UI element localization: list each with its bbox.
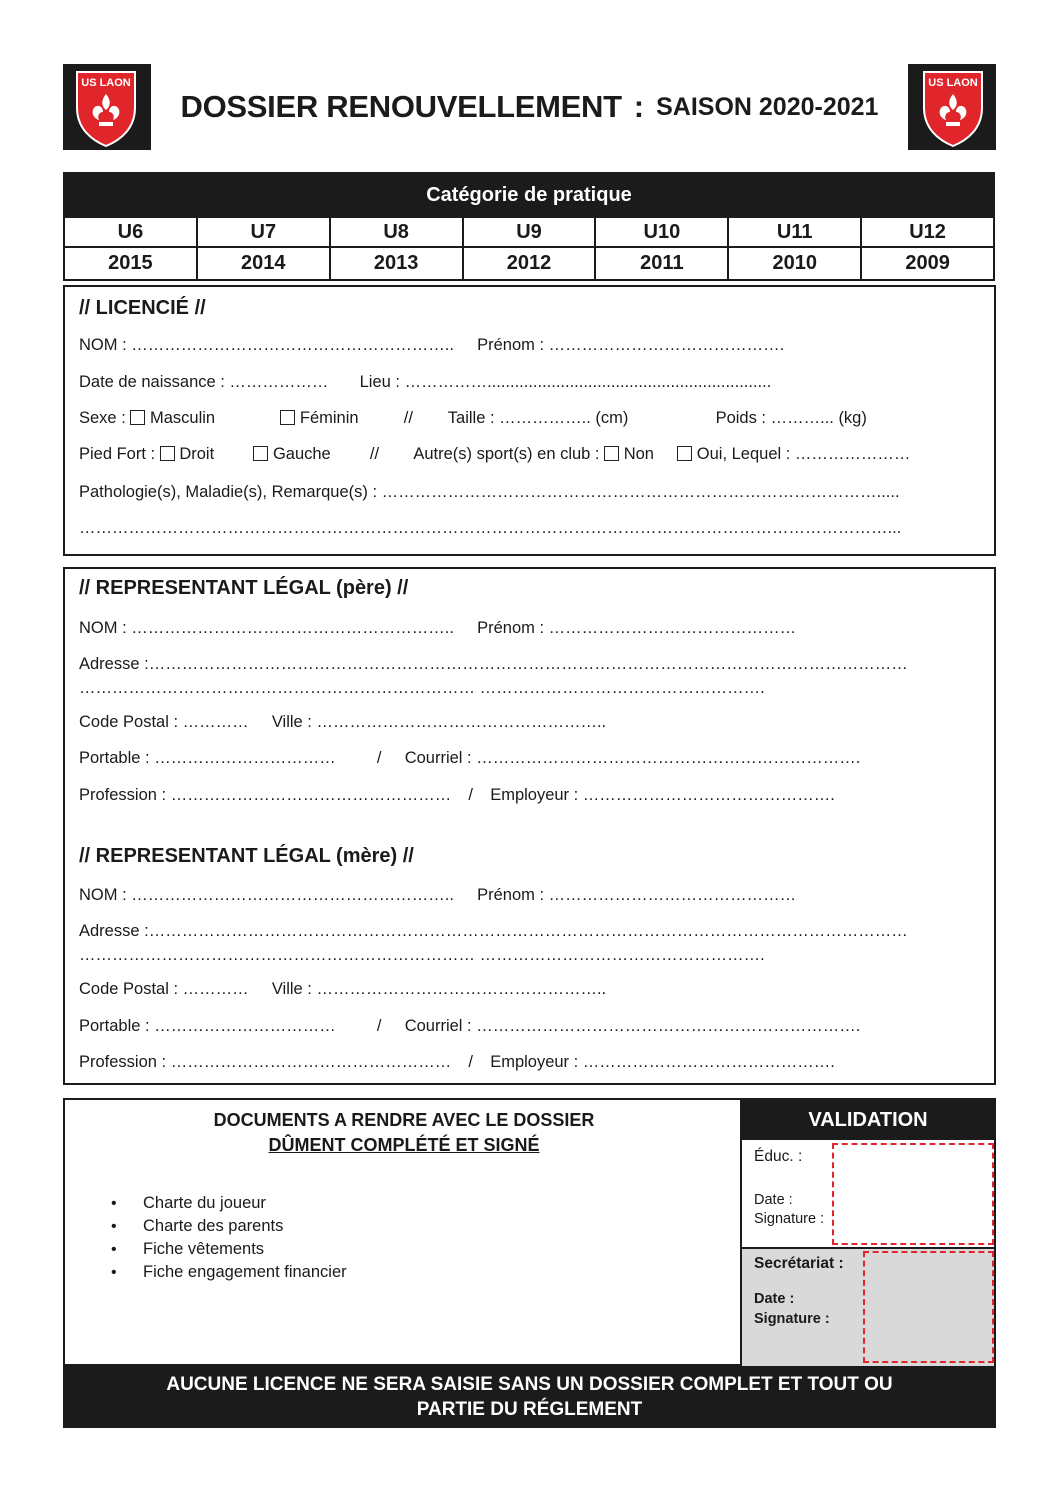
educ-date-label: Date : xyxy=(754,1192,793,1208)
droit-label: Droit xyxy=(179,445,215,463)
educ-signature-area[interactable] xyxy=(832,1143,994,1245)
year-cell: 2015 xyxy=(108,252,153,274)
category-cell[interactable]: U9 xyxy=(462,218,595,246)
list-item: • Charte du joueur xyxy=(111,1192,347,1215)
pied-fort-label: Pied Fort : xyxy=(79,445,156,463)
pere-prenom-field[interactable]: Prénom : ……………………………………… xyxy=(477,619,797,637)
year-row xyxy=(65,246,993,279)
pere-profession-field[interactable]: Profession : …………………………………………… xyxy=(79,786,452,804)
autres-sports-label: Autre(s) sport(s) en club : xyxy=(413,445,600,463)
pere-courriel-field[interactable]: Courriel : ……………………………………………………………. xyxy=(404,749,861,767)
educ-label: Éduc. : xyxy=(754,1148,803,1165)
pied-row xyxy=(79,445,910,464)
mere-code-postal-field[interactable]: Code Postal : ………… xyxy=(79,980,249,998)
shield-icon xyxy=(910,64,996,150)
pathologie-field[interactable]: Pathologie(s), Maladie(s), Remarque(s) : ………………………………………………………………………………..... xyxy=(79,483,900,501)
mere-cp-row xyxy=(79,980,606,999)
documents-title-line2: DÛMENT COMPLÉTÉ ET SIGNÉ xyxy=(268,1135,540,1155)
year-cell: 2013 xyxy=(329,248,462,279)
pere-nom-field[interactable]: NOM : ………………………………………………….. xyxy=(79,619,454,637)
svg-text:US LAON: US LAON xyxy=(928,77,978,89)
documents-title-line1: DOCUMENTS A RENDRE AVEC LE DOSSIER xyxy=(213,1110,595,1130)
mere-courriel-field[interactable]: Courriel : ……………………………………………………………. xyxy=(404,1017,861,1035)
season-label: SAISON 2020-2021 xyxy=(656,92,879,121)
category-table xyxy=(63,172,995,281)
separator: // xyxy=(403,409,413,427)
separator: / xyxy=(468,786,473,804)
category-grid xyxy=(63,218,995,281)
shield-icon xyxy=(63,64,149,150)
footer-notice xyxy=(63,1366,996,1428)
pere-portable-row xyxy=(79,749,860,768)
club-logo-right xyxy=(910,64,996,150)
educ-signature-label: Signature : xyxy=(754,1211,825,1227)
list-item: • Fiche vêtements xyxy=(111,1238,347,1261)
documents-list xyxy=(111,1192,347,1284)
category-title: Catégorie de pratique xyxy=(63,172,995,218)
naissance-row xyxy=(79,373,771,392)
taille-field[interactable]: Taille : …………….. (cm) xyxy=(447,409,629,427)
non-checkbox[interactable] xyxy=(604,446,619,461)
documents-box xyxy=(63,1098,743,1366)
category-cell[interactable]: U12 xyxy=(860,218,993,246)
non-label: Non xyxy=(623,445,654,463)
secretariat-validation xyxy=(742,1247,994,1368)
mere-profession-row xyxy=(79,1053,835,1072)
year-cell: 2011 xyxy=(594,248,727,279)
pere-employeur-field[interactable]: Employeur : ………………………………………. xyxy=(490,786,835,804)
sexe-label: Sexe : xyxy=(79,409,126,427)
year-cell: 2012 xyxy=(462,248,595,279)
category-cell[interactable]: U8 xyxy=(329,218,462,246)
secretariat-signature-area[interactable] xyxy=(863,1251,994,1363)
pere-title: // REPRESENTANT LÉGAL (père) // xyxy=(79,577,409,599)
masculin-checkbox[interactable] xyxy=(130,410,145,425)
year-cell: 2009 xyxy=(860,248,993,279)
year-cell: 2014 xyxy=(196,248,329,279)
header-title-area xyxy=(151,64,908,150)
category-cell[interactable]: U10 xyxy=(594,218,727,246)
pathologie-field-continued[interactable]: …………………………………………………………………………………………………………………………………... xyxy=(79,519,902,537)
educ-validation xyxy=(742,1140,994,1247)
list-item: • Fiche engagement financier xyxy=(111,1261,347,1284)
category-cell[interactable]: U6 xyxy=(117,220,144,243)
title-separator: : xyxy=(633,89,645,124)
mere-employeur-field[interactable]: Employeur : ………………………………………. xyxy=(490,1053,835,1071)
mere-adresse-field[interactable]: Adresse :………………………………………………………………………………………………………………………… xyxy=(79,922,908,940)
footer-line1: AUCUNE LICENCE NE SERA SAISIE SANS UN DOSSIER COMPLET ET TOUT OU xyxy=(166,1374,893,1395)
validation-title: VALIDATION xyxy=(742,1100,994,1140)
feminin-label: Féminin xyxy=(299,409,359,427)
gauche-label: Gauche xyxy=(272,445,331,463)
pere-adresse-field-continued[interactable]: ……………………………………………………………… ……………………………………………. xyxy=(79,679,765,697)
droit-checkbox[interactable] xyxy=(160,446,175,461)
gauche-checkbox[interactable] xyxy=(253,446,268,461)
pere-profession-row xyxy=(79,786,835,805)
poids-field[interactable]: Poids : ………... (kg) xyxy=(715,409,867,427)
nom-row xyxy=(79,336,784,355)
separator: // xyxy=(369,445,380,463)
licencie-section xyxy=(63,285,996,556)
pere-nom-row xyxy=(79,619,796,638)
sexe-row xyxy=(79,409,867,428)
secretariat-date-label: Date : xyxy=(754,1291,795,1307)
mere-portable-row xyxy=(79,1017,860,1036)
year-cell: 2010 xyxy=(727,248,860,279)
club-logo-left xyxy=(63,64,149,150)
category-cell[interactable]: U7 xyxy=(196,218,329,246)
representants-section xyxy=(63,567,996,1085)
list-item: • Charte des parents xyxy=(111,1215,347,1238)
separator: / xyxy=(468,1053,473,1071)
mere-adresse-field-continued[interactable]: ……………………………………………………………… ……………………………………………. xyxy=(79,946,765,964)
mere-ville-field[interactable]: Ville : …………………………………………….. xyxy=(271,980,607,998)
prenom-field[interactable]: Prénom : ……………………………………. xyxy=(477,336,785,354)
oui-lequel-field[interactable]: Oui, Lequel : ………………… xyxy=(696,445,911,463)
pere-portable-field[interactable]: Portable : …………………………… xyxy=(79,749,336,767)
header-banner xyxy=(63,64,996,150)
separator: / xyxy=(376,749,382,767)
documents-title xyxy=(65,1108,743,1158)
mere-prenom-field[interactable]: Prénom : ……………………………………… xyxy=(477,886,797,904)
mere-portable-field[interactable]: Portable : …………………………… xyxy=(79,1017,336,1035)
secretariat-label: Secrétariat : xyxy=(754,1255,844,1272)
secretariat-signature-label: Signature : xyxy=(754,1311,830,1327)
validation-box xyxy=(740,1098,996,1366)
category-cell[interactable]: U11 xyxy=(727,218,860,246)
pere-code-postal-field[interactable]: Code Postal : ………… xyxy=(79,713,249,731)
category-row xyxy=(65,218,993,246)
mere-nom-row xyxy=(79,886,796,905)
separator: / xyxy=(376,1017,382,1035)
pere-adresse-field[interactable]: Adresse :………………………………………………………………………………………………………………………… xyxy=(79,655,908,673)
date-naissance-field[interactable]: Date de naissance : ……………… xyxy=(79,373,329,391)
pere-cp-row xyxy=(79,713,606,732)
mere-profession-field[interactable]: Profession : …………………………………………… xyxy=(79,1053,452,1071)
mere-title: // REPRESENTANT LÉGAL (mère) // xyxy=(79,845,414,867)
footer-line2: PARTIE DU RÉGLEMENT xyxy=(416,1399,643,1420)
feminin-checkbox[interactable] xyxy=(280,410,295,425)
pere-ville-field[interactable]: Ville : …………………………………………….. xyxy=(271,713,607,731)
licencie-title: // LICENCIÉ // xyxy=(79,297,206,319)
mere-nom-field[interactable]: NOM : ………………………………………………….. xyxy=(79,886,454,904)
oui-checkbox[interactable] xyxy=(677,446,692,461)
masculin-label: Masculin xyxy=(149,409,216,427)
document-title: DOSSIER RENOUVELLEMENT xyxy=(180,89,622,124)
lieu-field[interactable]: Lieu : …………….............................................................. xyxy=(359,373,772,391)
nom-field[interactable]: NOM : ………………………………………………….. xyxy=(79,336,454,354)
svg-text:US LAON: US LAON xyxy=(81,77,131,89)
